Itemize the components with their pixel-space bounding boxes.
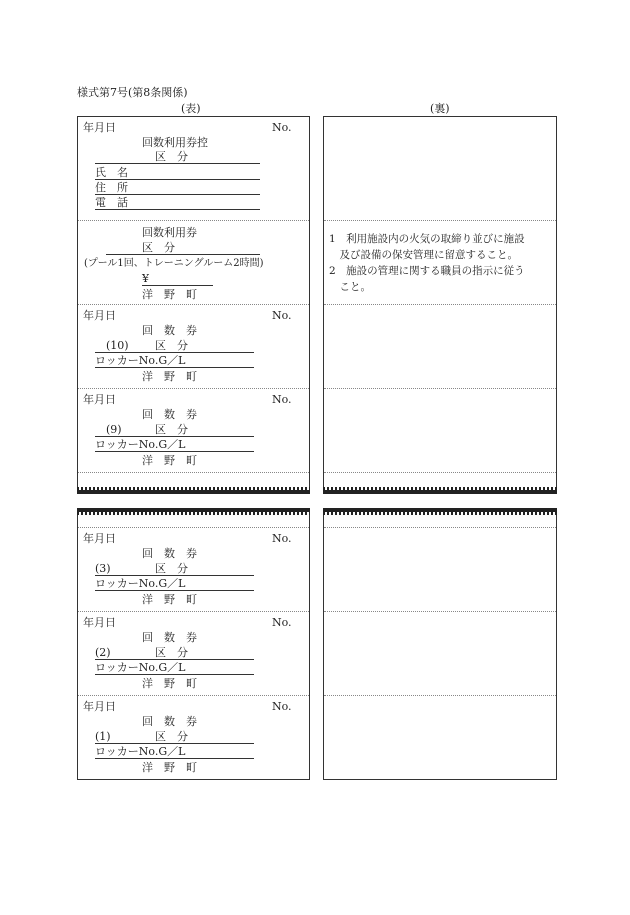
coupon-issuer: 洋 野 町 (142, 370, 197, 383)
ticket-yen: ¥ (142, 272, 149, 285)
tear-edge (323, 512, 557, 515)
coupon-locker: ロッカーNo.G／L (95, 577, 186, 590)
ticket-title: 回数利用券 (142, 226, 197, 239)
note-line: 1 利用施設内の火気の取締り並びに施設 (329, 233, 525, 245)
coupon-locker-line (95, 674, 254, 675)
front-label: (表) (181, 102, 201, 115)
coupon-kubun: 区 分 (155, 423, 188, 436)
ticket-kubun-line (106, 254, 260, 255)
coupon-date: 年月日 (83, 532, 116, 545)
coupon-number: (3) (95, 562, 111, 575)
coupon-locker: ロッカーNo.G／L (95, 354, 186, 367)
coupon-locker: ロッカーNo.G／L (95, 745, 186, 758)
coupon-locker-line (95, 590, 254, 591)
coupon-title: 回 数 券 (142, 715, 197, 728)
tear-edge (77, 512, 310, 515)
coupon-locker: ロッカーNo.G／L (95, 438, 186, 451)
stub-name: 氏 名 (95, 166, 128, 179)
note-line: こと。 (329, 281, 371, 293)
divider (324, 220, 556, 221)
coupon-locker: ロッカーNo.G／L (95, 661, 186, 674)
divider (324, 611, 556, 612)
note-line: 及び設備の保安管理に留意すること。 (329, 249, 518, 261)
coupon-kubun-line (95, 743, 254, 744)
coupon-no: No. (272, 309, 292, 322)
divider (78, 388, 309, 389)
coupon-kubun: 区 分 (155, 339, 188, 352)
coupon-issuer: 洋 野 町 (142, 677, 197, 690)
back-label: (裏) (430, 102, 450, 115)
coupon-issuer: 洋 野 町 (142, 593, 197, 606)
ticket-issuer: 洋 野 町 (142, 288, 197, 301)
coupon-number: (2) (95, 646, 111, 659)
divider (78, 220, 309, 221)
coupon-title: 回 数 券 (142, 631, 197, 644)
divider (324, 388, 556, 389)
divider (78, 611, 309, 612)
divider (78, 304, 309, 305)
stub-no: No. (272, 121, 292, 134)
tear-edge-bar (77, 490, 310, 494)
stub-name-line (95, 179, 260, 180)
coupon-no: No. (272, 700, 292, 713)
form-title: 様式第7号(第8条関係) (77, 86, 188, 99)
coupon-issuer: 洋 野 町 (142, 761, 197, 774)
divider (78, 695, 309, 696)
coupon-kubun-line (95, 352, 254, 353)
coupon-title: 回 数 券 (142, 547, 197, 560)
divider (324, 527, 556, 528)
coupon-date: 年月日 (83, 616, 116, 629)
stub-kubun-line (95, 163, 260, 164)
back-sheet-bottom (323, 508, 557, 780)
coupon-date: 年月日 (83, 393, 116, 406)
coupon-number: (9) (106, 423, 122, 436)
coupon-kubun-line (95, 575, 254, 576)
ticket-yen-line (142, 285, 213, 286)
stub-title: 回数利用券控 (142, 136, 208, 149)
coupon-no: No. (272, 532, 292, 545)
stub-kubun: 区 分 (155, 150, 188, 163)
stub-phone: 電 話 (95, 196, 128, 209)
ticket-desc: (プール1回、トレーニングルーム2時間) (84, 258, 264, 269)
divider (324, 472, 556, 473)
tear-edge-bar (323, 490, 557, 494)
note-line: 2 施設の管理に関する職員の指示に従う (329, 265, 525, 277)
coupon-date: 年月日 (83, 700, 116, 713)
coupon-kubun: 区 分 (155, 562, 188, 575)
coupon-issuer: 洋 野 町 (142, 454, 197, 467)
coupon-title: 回 数 券 (142, 408, 197, 421)
divider (324, 695, 556, 696)
coupon-no: No. (272, 393, 292, 406)
divider (78, 527, 309, 528)
divider (78, 472, 309, 473)
divider (324, 304, 556, 305)
coupon-kubun: 区 分 (155, 730, 188, 743)
coupon-date: 年月日 (83, 309, 116, 322)
coupon-number: (10) (106, 339, 129, 352)
stub-address: 住 所 (95, 181, 128, 194)
stub-date: 年月日 (83, 121, 116, 134)
coupon-kubun-line (95, 659, 254, 660)
coupon-number: (1) (95, 730, 111, 743)
coupon-locker-line (95, 367, 254, 368)
coupon-no: No. (272, 616, 292, 629)
coupon-kubun-line (95, 436, 254, 437)
stub-phone-line (95, 209, 260, 210)
ticket-kubun: 区 分 (142, 241, 175, 254)
stub-address-line (95, 194, 260, 195)
coupon-locker-line (95, 451, 254, 452)
coupon-locker-line (95, 758, 254, 759)
coupon-title: 回 数 券 (142, 324, 197, 337)
coupon-kubun: 区 分 (155, 646, 188, 659)
